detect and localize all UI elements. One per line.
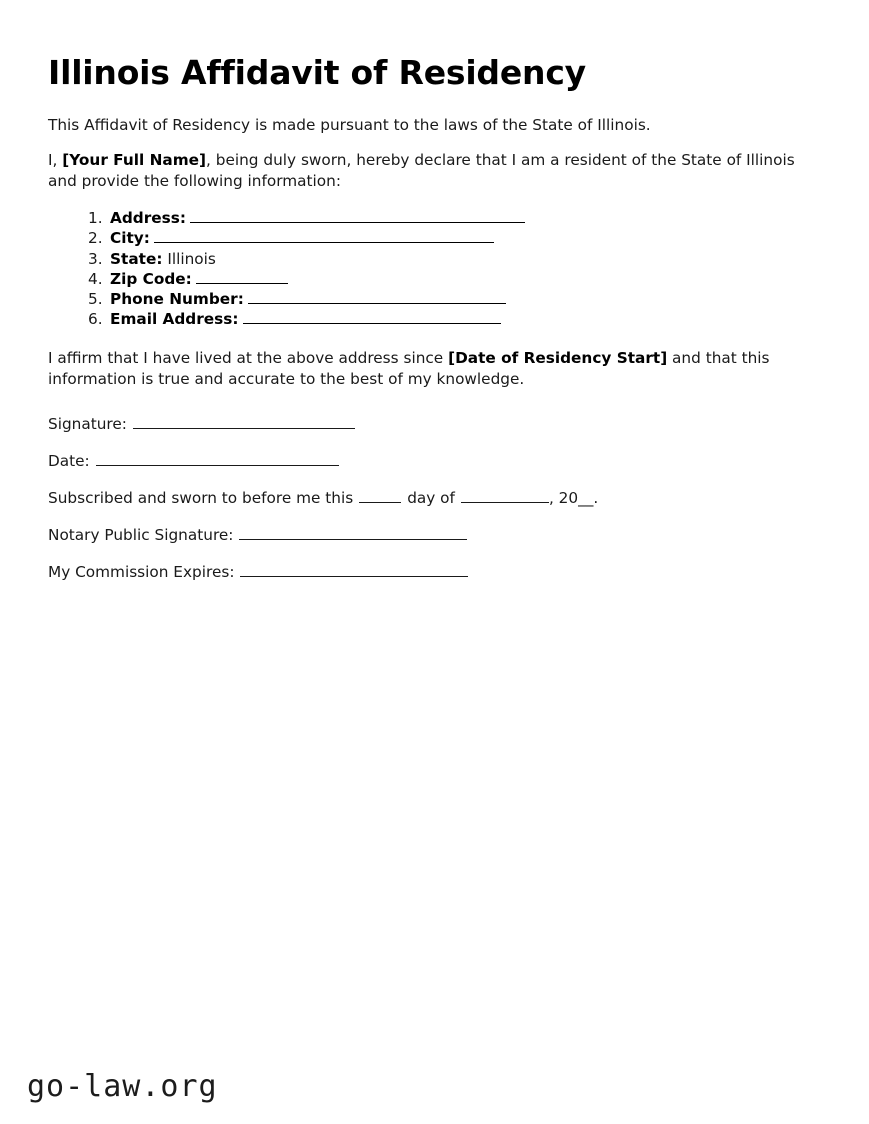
notary-signature-blank-line[interactable] xyxy=(239,527,467,540)
signature-blank-line[interactable] xyxy=(133,416,355,429)
month-blank-line[interactable] xyxy=(461,490,549,503)
residency-start-placeholder: [Date of Residency Start] xyxy=(448,348,668,367)
date-row xyxy=(48,451,823,471)
city-blank-line[interactable] xyxy=(154,229,494,243)
list-item xyxy=(88,309,823,329)
sworn-prefix: Subscribed and sworn to before me this xyxy=(48,488,354,507)
list-item xyxy=(88,289,823,309)
intro-paragraph: This Affidavit of Residency is made pursuant to the laws of the State of Illinois. xyxy=(48,115,651,134)
day-blank-line[interactable] xyxy=(359,490,401,503)
affirmation-rest: and that this information is true and accurate to the best of my knowledge. xyxy=(48,348,770,388)
info-label-city: City: xyxy=(110,229,150,248)
info-label-address: Address: xyxy=(110,208,186,227)
residency-info-list xyxy=(48,208,823,330)
list-item xyxy=(88,249,823,269)
info-value-state: Illinois xyxy=(167,249,216,268)
declaration-paragraph xyxy=(48,150,823,192)
site-brand-watermark: go-law.org xyxy=(27,1069,218,1104)
phone-blank-line[interactable] xyxy=(248,290,506,304)
signature-block xyxy=(48,414,823,582)
sworn-statement-row xyxy=(48,488,823,508)
list-item xyxy=(88,208,823,228)
info-label-phone: Phone Number: xyxy=(110,290,244,309)
commission-expires-row xyxy=(48,562,823,582)
address-blank-line[interactable] xyxy=(190,209,525,223)
list-item xyxy=(88,228,823,248)
full-name-placeholder: [Your Full Name] xyxy=(62,150,207,169)
notary-signature-label: Notary Public Signature: xyxy=(48,525,234,544)
info-label-zip: Zip Code: xyxy=(110,269,192,288)
info-label-state: State: xyxy=(110,249,163,268)
declaration-rest: , being duly sworn, hereby declare that I am a resident of the State of Illinois and provide the following information: xyxy=(48,150,795,190)
affirmation-paragraph xyxy=(48,348,823,390)
notary-signature-row xyxy=(48,525,823,545)
sworn-mid: day of xyxy=(407,488,455,507)
page-title: Illinois Affidavit of Residency xyxy=(48,53,586,92)
declaration-lead: I, xyxy=(48,150,63,169)
signature-row xyxy=(48,414,823,434)
document-content xyxy=(48,54,823,599)
commission-blank-line[interactable] xyxy=(240,564,468,577)
signature-label: Signature: xyxy=(48,414,127,433)
email-blank-line[interactable] xyxy=(243,310,501,324)
info-label-email: Email Address: xyxy=(110,310,239,329)
commission-expires-label: My Commission Expires: xyxy=(48,562,235,581)
list-item xyxy=(88,269,823,289)
zip-blank-line[interactable] xyxy=(196,270,288,284)
date-blank-line[interactable] xyxy=(96,453,339,466)
affirmation-lead: I affirm that I have lived at the above address since xyxy=(48,348,449,367)
sworn-suffix: , 20__. xyxy=(548,488,599,507)
date-label: Date: xyxy=(48,451,90,470)
